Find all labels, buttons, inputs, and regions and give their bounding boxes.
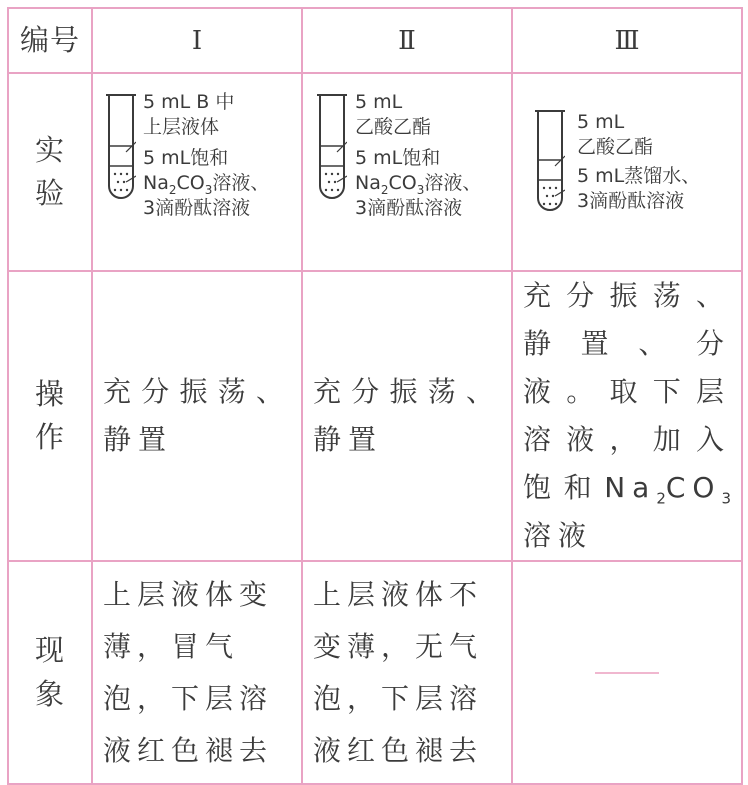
header-col1: Ⅰ xyxy=(191,25,203,56)
operation-label-line2: 作 xyxy=(34,420,65,454)
phenomenon-label-line2: 象 xyxy=(34,676,65,711)
operation-col3-cell xyxy=(512,271,742,561)
phenomenon-label-cell xyxy=(8,561,92,784)
operation-col1-cell xyxy=(92,271,302,561)
experiment-label-line2: 验 xyxy=(34,176,65,210)
operation-label-line1: 操 xyxy=(34,376,65,411)
header-label: 编号 xyxy=(19,22,80,57)
tube3-lower-annotation: 5 mL蒸馏水、 3滴酚酞溶液 xyxy=(577,165,701,212)
phenomenon-col3-cell xyxy=(512,561,742,784)
operation-label-cell xyxy=(8,271,92,561)
tube1-upper-annotation: 5 mL B 中 上层液体 xyxy=(143,91,235,138)
experiment-col2-cell xyxy=(302,73,512,271)
tube2-lower-annotation: 5 mL饱和 $Na_2CO_3$溶液、 3滴酚酞溶液 xyxy=(355,147,482,219)
experiment-label xyxy=(9,129,91,216)
operation-row xyxy=(8,271,742,561)
operation-col2-text: 充分振荡、静置 xyxy=(313,375,501,456)
header-col2: Ⅱ xyxy=(398,25,416,56)
phenomenon-col1-text: 上层液体变薄，冒气泡，下层溶液红色褪去 xyxy=(103,577,274,767)
test-tube-2-icon xyxy=(317,94,347,206)
phenomenon-col3-dash xyxy=(595,672,659,674)
operation-col1-text: 充分振荡、静置 xyxy=(103,375,291,456)
operation-col3-text: 充分振荡、静置、分液。取下层溶液，加入饱和$Na_2CO_3$ 溶液 xyxy=(523,279,731,552)
header-col1-cell xyxy=(92,8,302,73)
phenomenon-col2-cell xyxy=(302,561,512,784)
tube3-upper-annotation: 5 mL 乙酸乙酯 xyxy=(577,111,654,158)
test-tube-1-icon xyxy=(106,94,136,206)
phenomenon-row xyxy=(8,561,742,784)
experiment-table xyxy=(7,7,743,785)
header-label-cell xyxy=(8,8,92,73)
phenomenon-label xyxy=(9,629,91,716)
tube1-lower-annotation: 5 mL饱和 $Na_2CO_3$溶液、 3滴酚酞溶液 xyxy=(143,147,270,219)
experiment-label-line1: 实 xyxy=(34,132,65,167)
experiment-row xyxy=(8,73,742,271)
phenomenon-label-line1: 现 xyxy=(34,633,65,667)
test-tube-3-icon xyxy=(535,110,565,216)
header-col2-cell xyxy=(302,8,512,73)
experiment-col3-cell xyxy=(512,73,742,271)
phenomenon-col1-cell xyxy=(92,561,302,784)
header-col3-cell xyxy=(512,8,742,73)
phenomenon-col2-text: 上层液体不变薄，无气泡，下层溶液红色褪去 xyxy=(313,577,484,767)
header-row xyxy=(8,8,742,73)
experiment-label-cell xyxy=(8,73,92,271)
header-col3: Ⅲ xyxy=(614,25,640,56)
tube2-upper-annotation: 5 mL 乙酸乙酯 xyxy=(355,91,432,138)
operation-col2-cell xyxy=(302,271,512,561)
experiment-col1-cell xyxy=(92,73,302,271)
operation-label xyxy=(9,373,91,460)
